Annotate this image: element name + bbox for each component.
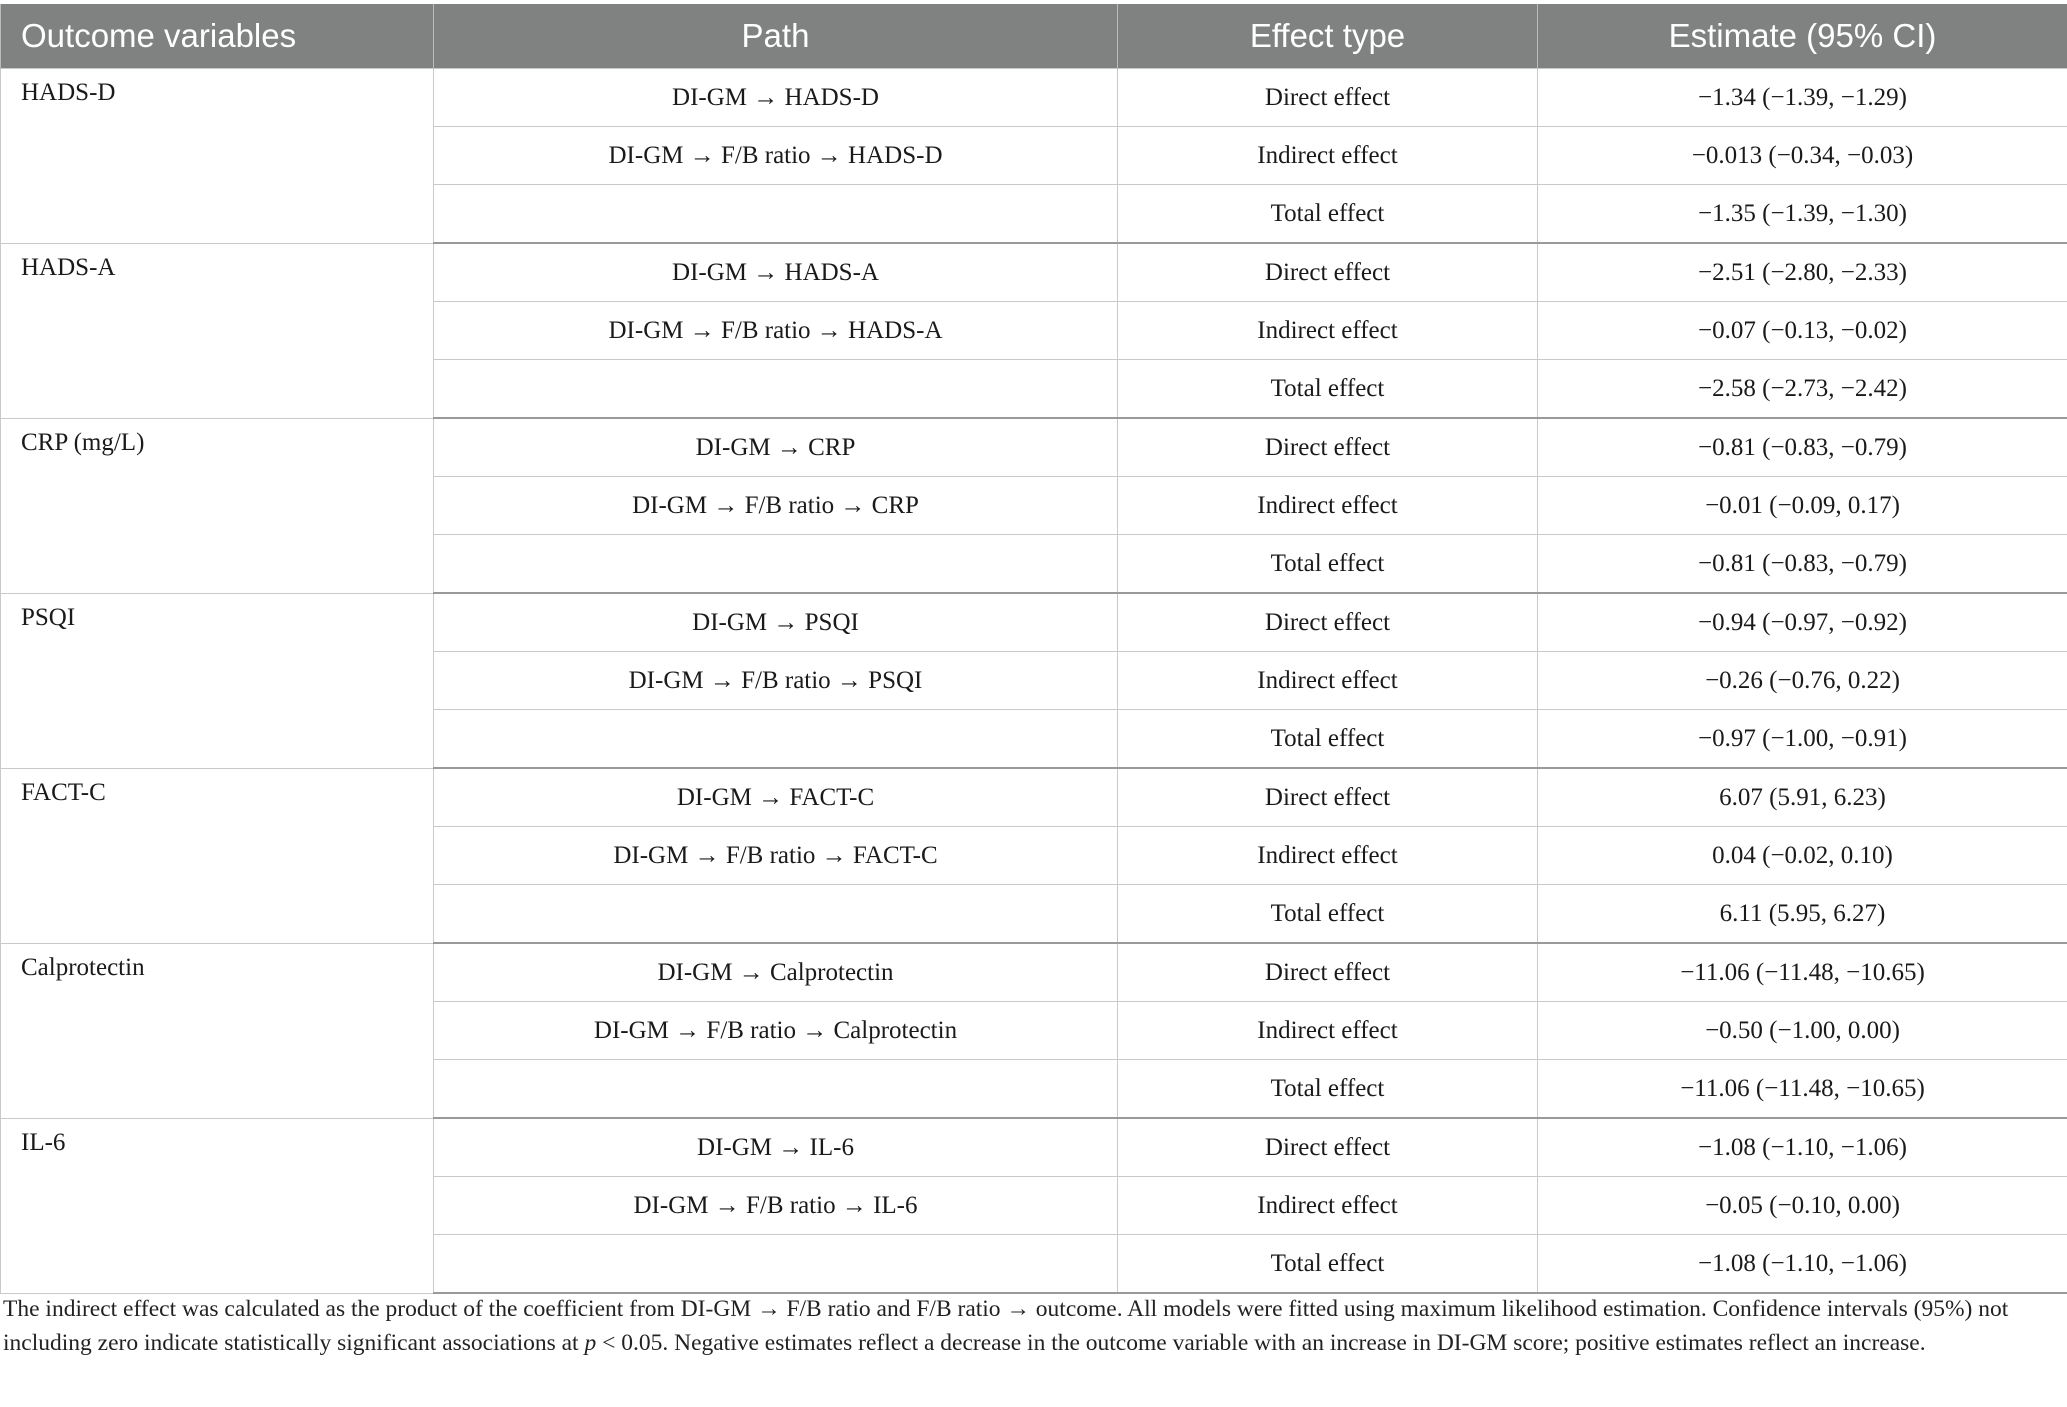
estimate-cell: −0.26 (−0.76, 0.22) — [1538, 652, 2067, 710]
path-cell: DI-GM → CRP — [434, 418, 1118, 477]
footnote-text-2: < 0.05. Negative estimates reflect a decrease in the outcome variable with an increase in DI-GM score; positive estimates reflect an increase. — [596, 1330, 1926, 1356]
table-body — [1, 69, 2067, 1294]
estimate-cell: −2.51 (−2.80, −2.33) — [1538, 243, 2067, 302]
estimate-cell: −2.58 (−2.73, −2.42) — [1538, 360, 2067, 419]
path-cell: DI-GM → F/B ratio → FACT-C — [434, 827, 1118, 885]
effect-type-cell: Indirect effect — [1118, 827, 1538, 885]
estimate-cell: −11.06 (−11.48, −10.65) — [1538, 1060, 2067, 1119]
effect-type-cell: Indirect effect — [1118, 127, 1538, 185]
table-row — [1, 1118, 2067, 1177]
effect-type-cell: Total effect — [1118, 185, 1538, 244]
header-row — [1, 4, 2067, 69]
path-cell — [434, 535, 1118, 594]
estimate-cell: 6.07 (5.91, 6.23) — [1538, 768, 2067, 827]
effect-type-cell: Total effect — [1118, 360, 1538, 419]
effect-type-cell: Total effect — [1118, 1235, 1538, 1294]
effect-type-cell: Direct effect — [1118, 1118, 1538, 1177]
table-header — [1, 4, 2067, 69]
estimate-cell: −0.94 (−0.97, −0.92) — [1538, 593, 2067, 652]
path-cell — [434, 185, 1118, 244]
path-cell — [434, 1235, 1118, 1294]
outcome-variable-cell: PSQI — [1, 593, 434, 768]
effect-type-cell: Total effect — [1118, 535, 1538, 594]
path-cell: DI-GM → Calprotectin — [434, 943, 1118, 1002]
path-cell: DI-GM → F/B ratio → HADS-A — [434, 302, 1118, 360]
header-effect-type: Effect type — [1118, 4, 1538, 69]
table-row — [1, 593, 2067, 652]
header-path: Path — [434, 4, 1118, 69]
table-row — [1, 943, 2067, 1002]
estimate-cell: −0.50 (−1.00, 0.00) — [1538, 1002, 2067, 1060]
table-row — [1, 69, 2067, 127]
effect-type-cell: Direct effect — [1118, 768, 1538, 827]
path-cell: DI-GM → IL-6 — [434, 1118, 1118, 1177]
estimate-cell: −0.81 (−0.83, −0.79) — [1538, 535, 2067, 594]
path-cell — [434, 710, 1118, 769]
estimate-cell: −1.34 (−1.39, −1.29) — [1538, 69, 2067, 127]
estimate-cell: −0.97 (−1.00, −0.91) — [1538, 710, 2067, 769]
estimate-cell: −1.08 (−1.10, −1.06) — [1538, 1235, 2067, 1294]
effect-type-cell: Total effect — [1118, 885, 1538, 944]
path-cell: DI-GM → HADS-A — [434, 243, 1118, 302]
effect-type-cell: Direct effect — [1118, 69, 1538, 127]
outcome-variable-cell: HADS-D — [1, 69, 434, 244]
effect-type-cell: Indirect effect — [1118, 302, 1538, 360]
effect-type-cell: Indirect effect — [1118, 1002, 1538, 1060]
effect-type-cell: Direct effect — [1118, 418, 1538, 477]
path-cell: DI-GM → FACT-C — [434, 768, 1118, 827]
table-row — [1, 243, 2067, 302]
table-row — [1, 768, 2067, 827]
estimate-cell: −0.013 (−0.34, −0.03) — [1538, 127, 2067, 185]
path-cell: DI-GM → F/B ratio → IL-6 — [434, 1177, 1118, 1235]
outcome-variable-cell: CRP (mg/L) — [1, 418, 434, 593]
outcome-variable-cell: FACT-C — [1, 768, 434, 943]
estimate-cell: 0.04 (−0.02, 0.10) — [1538, 827, 2067, 885]
outcome-variable-cell: IL-6 — [1, 1118, 434, 1293]
path-cell: DI-GM → HADS-D — [434, 69, 1118, 127]
effect-type-cell: Indirect effect — [1118, 477, 1538, 535]
estimate-cell: −0.05 (−0.10, 0.00) — [1538, 1177, 2067, 1235]
effect-type-cell: Total effect — [1118, 710, 1538, 769]
estimate-cell: −11.06 (−11.48, −10.65) — [1538, 943, 2067, 1002]
path-cell — [434, 360, 1118, 419]
path-cell: DI-GM → F/B ratio → CRP — [434, 477, 1118, 535]
effect-type-cell: Direct effect — [1118, 593, 1538, 652]
header-outcome-variables: Outcome variables — [1, 4, 434, 69]
table-footnote — [3, 1292, 2043, 1360]
effect-type-cell: Total effect — [1118, 1060, 1538, 1119]
effect-type-cell: Indirect effect — [1118, 652, 1538, 710]
header-estimate: Estimate (95% CI) — [1538, 4, 2067, 69]
estimate-cell: −0.07 (−0.13, −0.02) — [1538, 302, 2067, 360]
table-row — [1, 418, 2067, 477]
estimate-cell: 6.11 (5.95, 6.27) — [1538, 885, 2067, 944]
path-cell: DI-GM → F/B ratio → HADS-D — [434, 127, 1118, 185]
estimate-cell: −0.01 (−0.09, 0.17) — [1538, 477, 2067, 535]
effect-type-cell: Direct effect — [1118, 243, 1538, 302]
path-cell: DI-GM → F/B ratio → Calprotectin — [434, 1002, 1118, 1060]
path-cell: DI-GM → PSQI — [434, 593, 1118, 652]
effect-type-cell: Indirect effect — [1118, 1177, 1538, 1235]
footnote-p-symbol: p — [584, 1330, 597, 1356]
path-cell — [434, 885, 1118, 944]
path-cell — [434, 1060, 1118, 1119]
path-cell: DI-GM → F/B ratio → PSQI — [434, 652, 1118, 710]
footnote-text-1: The indirect effect was calculated as the product of the coefficient from DI-GM → F/B ratio and F/B ratio → outcome. All models were fitted using maximum likelihood estimation. Confidence intervals (95%) not including zero indicate statistically significant associations at — [3, 1296, 2009, 1356]
effect-type-cell: Direct effect — [1118, 943, 1538, 1002]
outcome-variable-cell: Calprotectin — [1, 943, 434, 1118]
estimate-cell: −0.81 (−0.83, −0.79) — [1538, 418, 2067, 477]
estimate-cell: −1.35 (−1.39, −1.30) — [1538, 185, 2067, 244]
estimate-cell: −1.08 (−1.10, −1.06) — [1538, 1118, 2067, 1177]
mediation-results-table — [0, 4, 2067, 1294]
results-table-container — [0, 4, 2067, 1294]
outcome-variable-cell: HADS-A — [1, 243, 434, 418]
